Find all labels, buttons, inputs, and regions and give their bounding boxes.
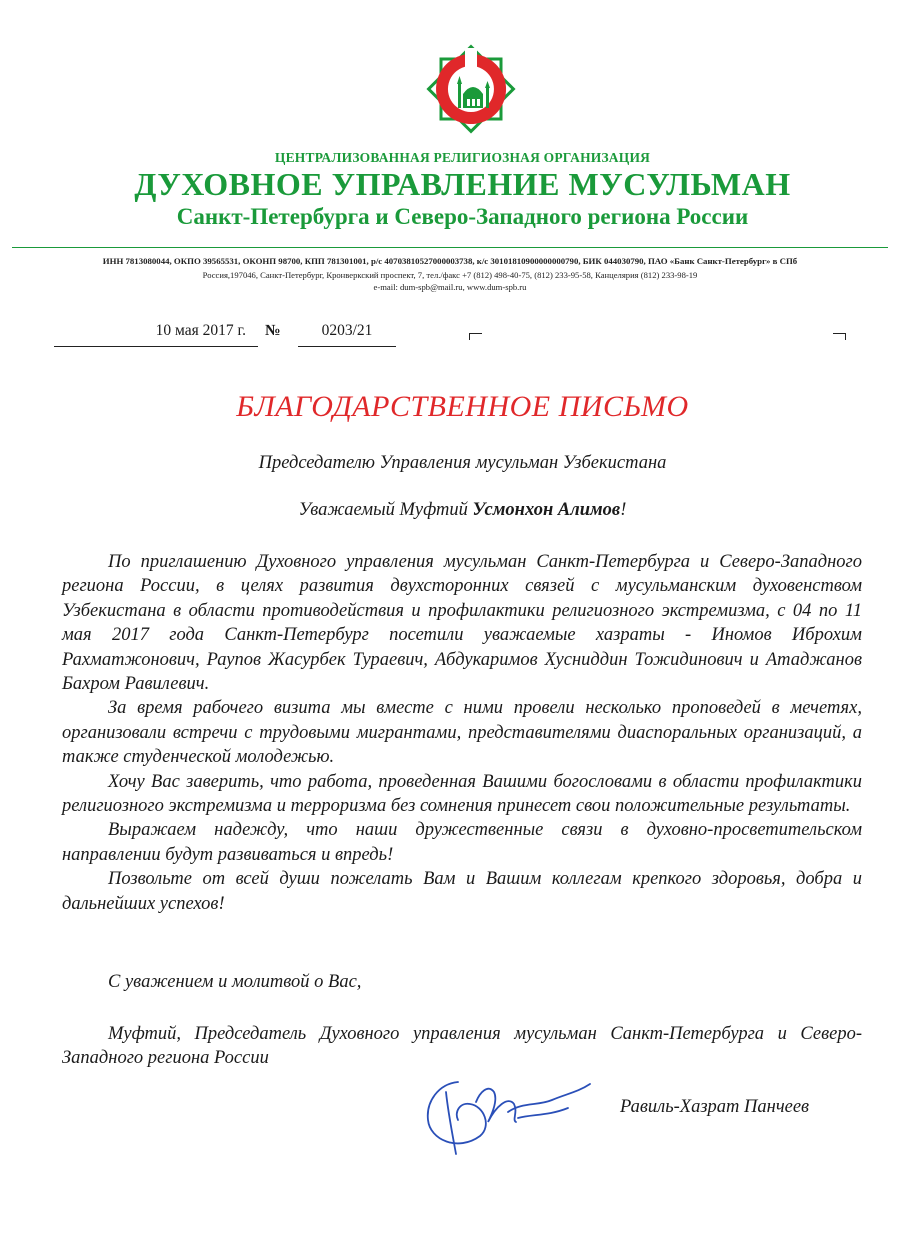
signer-title-text: Муфтий, Председатель Духовного управления мусульман Санкт-Петербурга и Северо-Западного региона России — [62, 1024, 862, 1069]
greeting-name: Усмонхон Алимов — [472, 500, 621, 520]
body-paragraph: По приглашению Духовного управления мусульман Санкт-Петербурга и Северо-Западного региона России, в целях развития двухсторонних связей с мусульманским духовенством Узбекистана в области противодействия и профилактики религиозного экстремизма, с 04 по 11 мая 2017 года Санкт-Петербург посетили уважаемые хазраты - Иномов Иброхим Рахматжонович, Раупов Жасурбек Тураевич, Абдукаримов Хусниддин Тожидинович и Атаджанов Бахром Равилевич. — [62, 552, 862, 695]
address-corner-left — [469, 333, 482, 340]
requisites-address: Россия,197046, Санкт-Петербург, Кронверкский проспект, 7, тел./факс +7 (812) 498-40-75, (812) 233-95-58, Канцелярия (812) 233-98-19 — [202, 270, 698, 280]
greeting-suffix: ! — [620, 500, 627, 520]
closing-phrase: С уважением и молитвой о Вас, — [108, 972, 362, 992]
body-paragraph: Хочу Вас заверить, что работа, проведенная Вашими богословами в области профилактики религиозного экстремизма и терроризма без сомнения принесет свои положительные результаты. — [62, 771, 862, 817]
crescent-mosque-star-logo-icon — [418, 36, 524, 142]
greeting — [0, 500, 900, 521]
organization-name: ДУХОВНОЕ УПРАВЛЕНИЕ МУСУЛЬМАН — [134, 166, 791, 202]
letter-date: 10 мая 2017 г. — [54, 322, 258, 347]
body-paragraph: Позвольте от всей души пожелать Вам и Вашим коллегам крепкого здоровья, добра и дальнейших успехов! — [62, 869, 862, 914]
requisites-contacts: e-mail: dum-spb@mail.ru, www.dum-spb.ru — [373, 282, 527, 292]
organization-region: Санкт-Петербурга и Северо-Западного региона России — [176, 204, 749, 229]
requisites-bank: ИНН 7813080044, ОКПО 39565531, ОКОНП 98700, КПП 781301001, р/с 40703810527000003738, к/с 30101810900000000790, БИК 044030790, ПАО «Банк Санкт-Петербург» в СПб — [102, 256, 798, 266]
signer-name: Равиль-Хазрат Панчеев — [620, 1097, 810, 1117]
address-corner-right — [833, 333, 846, 340]
number-sign: № — [265, 322, 281, 339]
body-paragraph: Выражаем надежду, что наши дружественные связи в духовно-просветительском направлении будут развиваться и впредь! — [62, 820, 862, 865]
addressee: Председателю Управления мусульман Узбекистана — [258, 453, 667, 473]
handwritten-signature — [418, 1062, 598, 1158]
body-paragraph: За время рабочего визита мы вместе с ними провели несколько проповедей в мечетях, организовали встречи с трудовыми мигрантами, представителями диаспоральных организаций, а также студенческой молодежью. — [62, 698, 862, 768]
letter-title: БЛАГОДАРСТВЕННОЕ ПИСЬМО — [236, 390, 689, 423]
letter-body — [62, 550, 862, 916]
letter-number: 0203/21 — [298, 322, 396, 347]
greeting-prefix: Уважаемый Муфтий — [298, 500, 473, 520]
organization-type: ЦЕНТРАЛИЗОВАННАЯ РЕЛИГИОЗНАЯ ОРГАНИЗАЦИЯ — [274, 150, 651, 165]
header-divider — [12, 247, 888, 248]
